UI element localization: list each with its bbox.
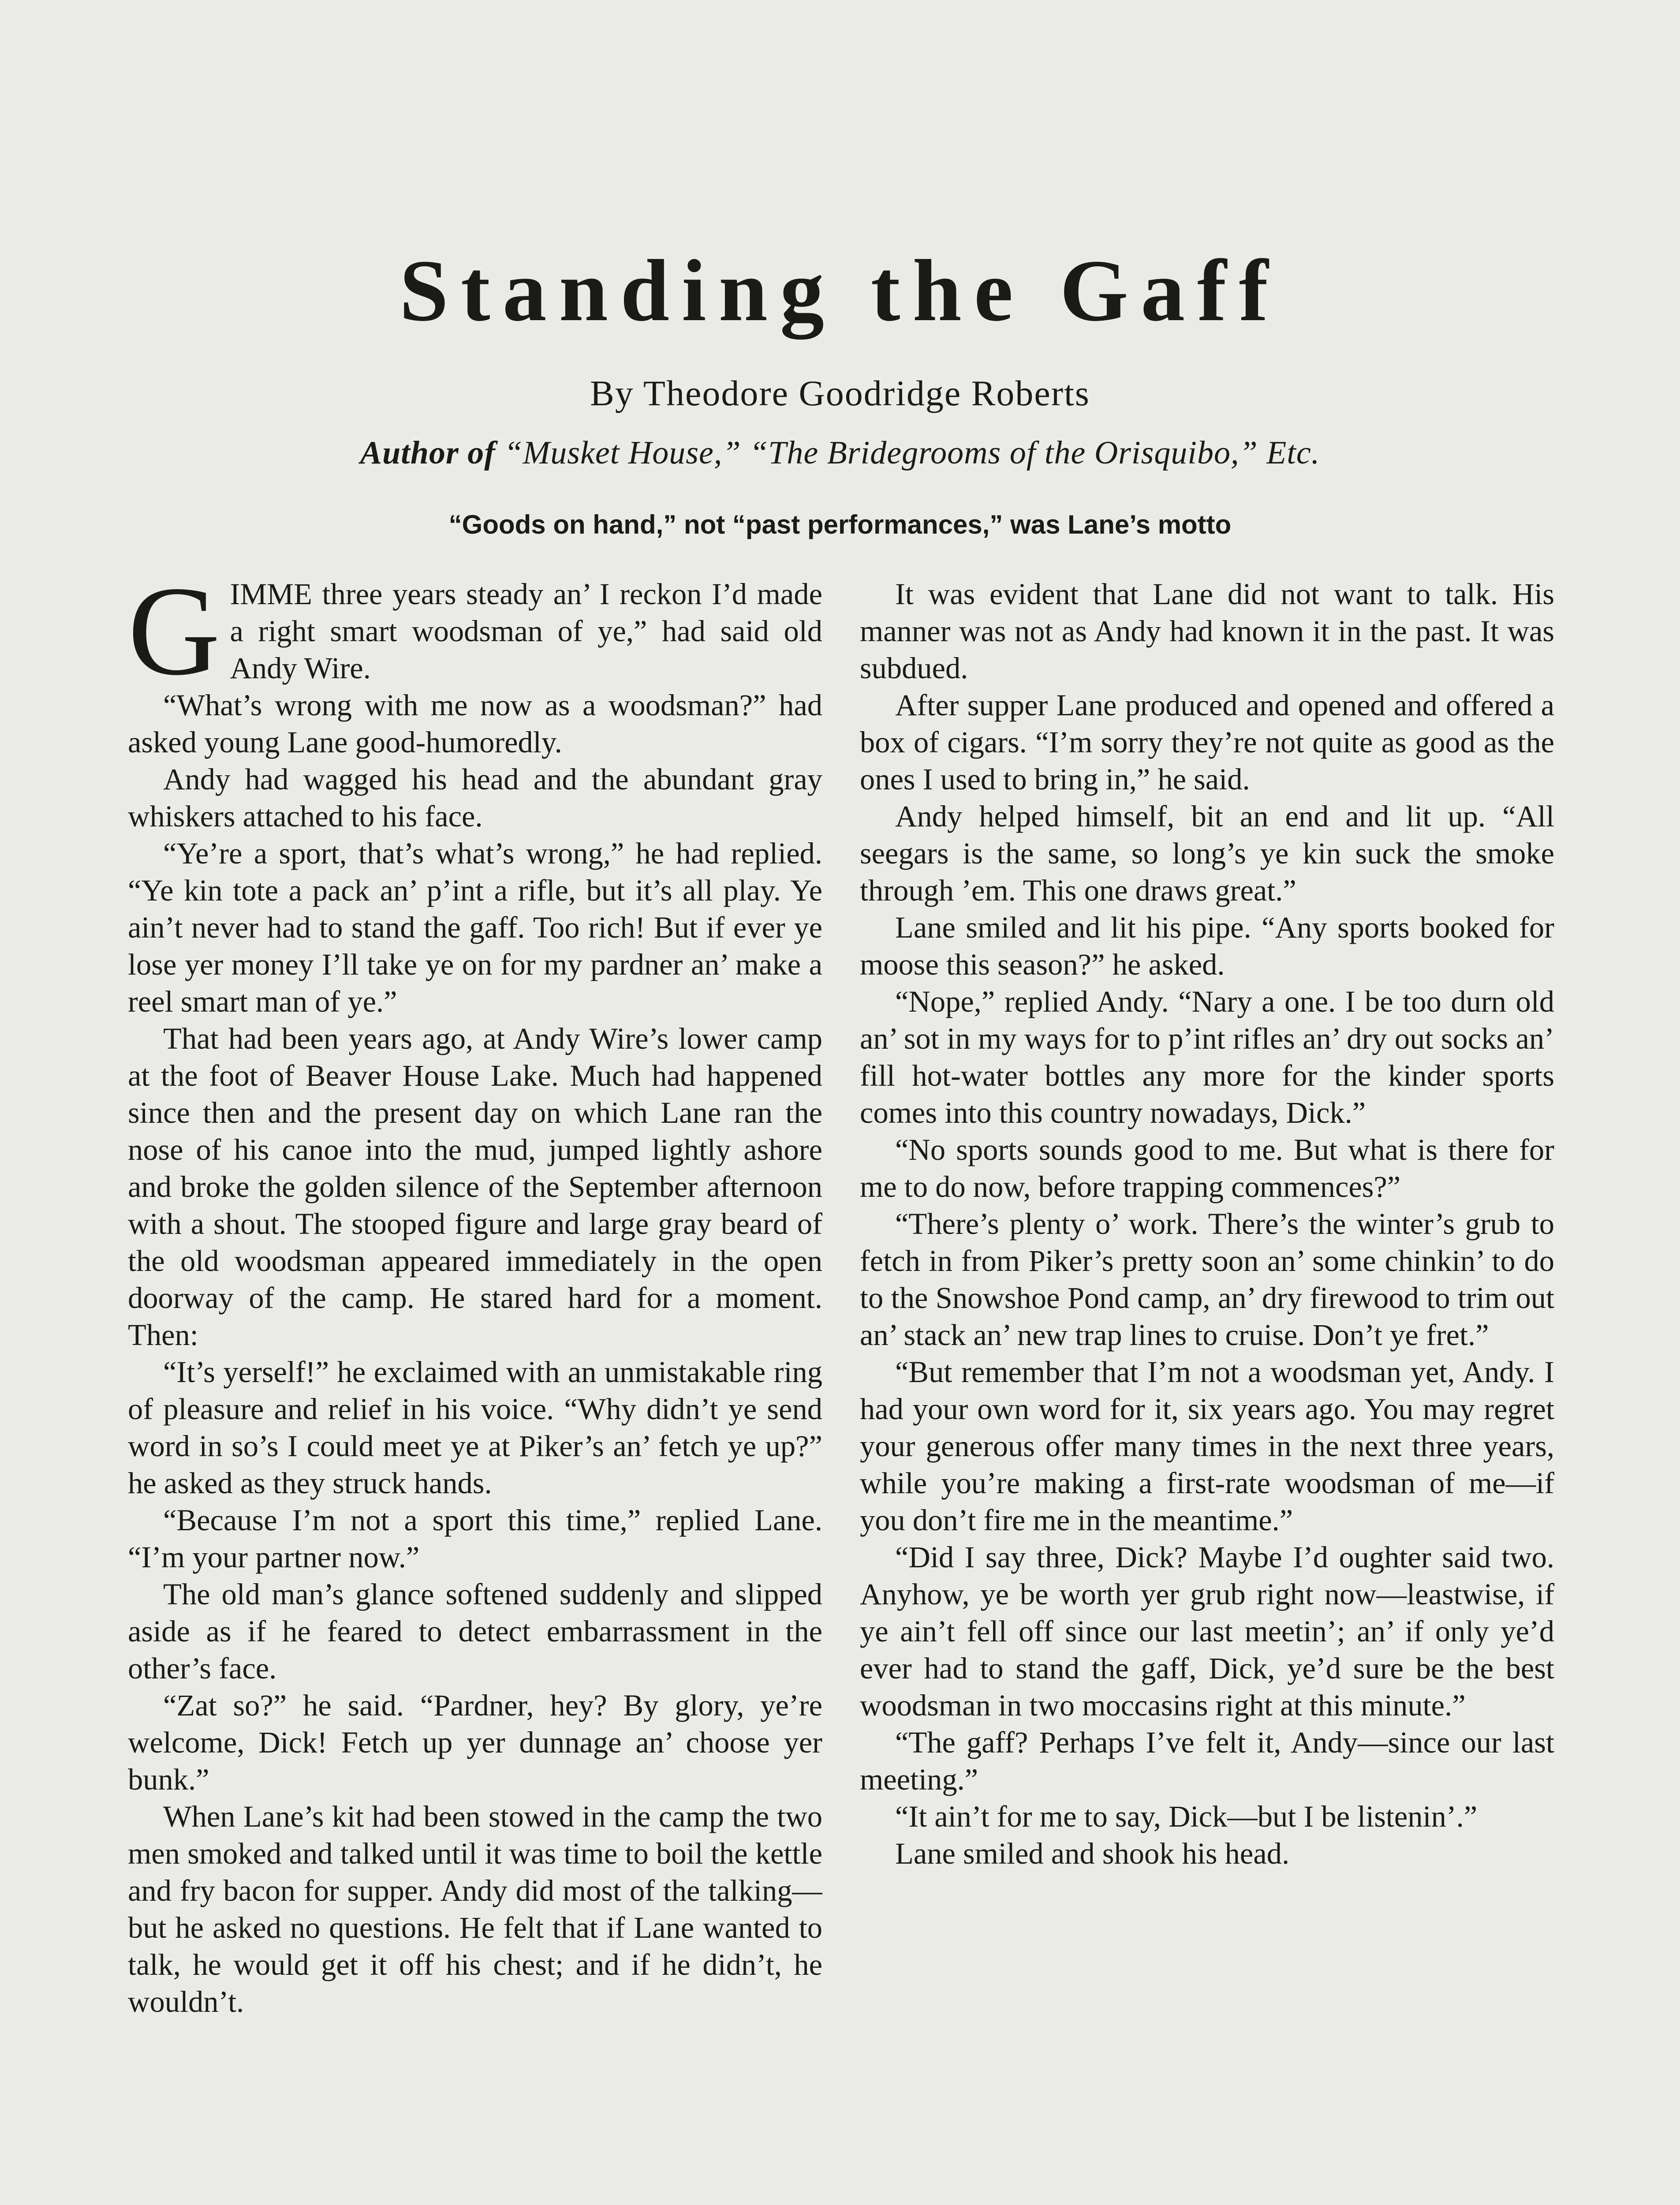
left-column: [128, 576, 822, 2205]
paragraph-text: IMME three years steady an’ I reckon I’d made a right smart woodsman of ye,” had said old Andy Wire.: [230, 577, 822, 685]
story-paragraph: The old man’s glance softened suddenly and slipped aside as if he feared to detect embarrassment in the other’s face.: [128, 1577, 822, 1685]
story-motto: “Goods on hand,” not “past performances,” was Lane’s motto: [448, 510, 1232, 539]
right-column: [860, 576, 1554, 2205]
story-paragraph: “The gaff? Perhaps I’ve felt it, Andy—since our last meeting.”: [860, 1726, 1554, 1796]
story-paragraph: It was evident that Lane did not want to talk. His manner was not as Andy had known it in the past. It was subdued.: [860, 577, 1554, 685]
story-paragraph: Lane smiled and lit his pipe. “Any sports booked for moose this season?” he asked.: [860, 911, 1554, 981]
story-paragraph: When Lane’s kit had been stowed in the camp the two men smoked and talked until it was time to boil the kettle and fry bacon for supper. Andy did most of the talking—but he asked no questions. He felt that if Lane wanted to talk, he would get it off his chest; and if he didn’t, he wouldn’t.: [128, 1800, 822, 2018]
story-paragraph: “Because I’m not a sport this time,” replied Lane. “I’m your partner now.”: [128, 1503, 822, 1574]
story-title: Standing the Gaff: [399, 242, 1281, 340]
story-paragraph: After supper Lane produced and opened and offered a box of cigars. “I’m sorry they’re not quite as good as the ones I used to bring in,” he said.: [860, 688, 1554, 796]
story-paragraph: Andy helped himself, bit an end and lit up. “All seegars is the same, so long’s ye kin suck the smoke through ’em. This one draws great.”: [860, 800, 1554, 907]
story-paragraph: That had been years ago, at Andy Wire’s lower camp at the foot of Beaver House Lake. Much had happened since then and the present day on which Lane ran the nose of his canoe into the mud, jumped lightly ashore and broke the golden silence of the September afternoon with a shout. The stooped figure and large gray beard of the old woodsman appeared immediately in the open doorway of the camp. He stared hard for a moment. Then:: [128, 1022, 822, 1352]
story-paragraph: “It’s yerself!” he exclaimed with an unmistakable ring of pleasure and relief in his voice. “Why didn’t ye send word in so’s I could meet ye at Piker’s an’ fetch ye up?” he asked as they struck hands.: [128, 1355, 822, 1500]
author-credits: [0, 434, 1680, 472]
story-paragraph: Andy had wagged his head and the abundant gray whiskers attached to his face.: [128, 762, 822, 833]
story-paragraph: “Ye’re a sport, that’s what’s wrong,” he had replied. “Ye kin tote a pack an’ p’int a rifle, but it’s all play. Ye ain’t never had to stand the gaff. Too rich! But if ever ye lose yer money I’ll take ye on for my pardner an’ make a reel smart man of ye.”: [128, 837, 822, 1018]
story-paragraph: “Zat so?” he said. “Pardner, hey? By glory, ye’re welcome, Dick! Fetch up yer dunnage an’ choose yer bunk.”: [128, 1689, 822, 1796]
story-paragraph: “But remember that I’m not a woodsman yet, Andy. I had your own word for it, six years ago. You may regret your generous offer many times in the next three years, while you’re making a first-rate woodsman of me—if you don’t fire me in the meantime.”: [860, 1355, 1554, 1537]
author-of-prefix: Author of: [360, 435, 496, 471]
story-paragraph: Lane smiled and shook his head.: [895, 1837, 1290, 1870]
story-paragraph: [128, 576, 822, 702]
story-paragraph: “Nope,” replied Andy. “Nary a one. I be too durn old an’ sot in my ways for to p’int rifles an’ dry out socks an’ fill hot-water bottles any more for the kinder sports comes into this country nowadays, Dick.”: [860, 985, 1554, 1129]
story-paragraph: “Did I say three, Dick? Maybe I’d oughter said two. Anyhow, ye be worth yer grub right now—leastwise, if ye ain’t fell off since our last meetin’; an’ if only ye’d ever had to stand the gaff, Dick, ye’d sure be the best woodsman in two moccasins right at this minute.”: [860, 1540, 1554, 1722]
author-previous-works: “Musket House,” “The Bridegrooms of the Orisquibo,” Etc.: [504, 435, 1320, 471]
byline: By Theodore Goodridge Roberts: [590, 373, 1090, 413]
drop-cap: G: [128, 576, 220, 702]
story-paragraph: “What’s wrong with me now as a woodsman?” had asked young Lane good-humoredly.: [128, 688, 822, 759]
story-paragraph: “It ain’t for me to say, Dick—but I be listenin’.”: [895, 1800, 1478, 1833]
story-paragraph: “There’s plenty o’ work. There’s the winter’s grub to fetch in from Piker’s pretty soon an’ some chinkin’ to do to the Snowshoe Pond camp, an’ dry firewood to trim out an’ stack an’ new trap lines to cruise. Don’t ye fret.”: [860, 1207, 1554, 1352]
story-paragraph: “No sports sounds good to me. But what is there for me to do now, before trapping commences?”: [860, 1133, 1554, 1203]
